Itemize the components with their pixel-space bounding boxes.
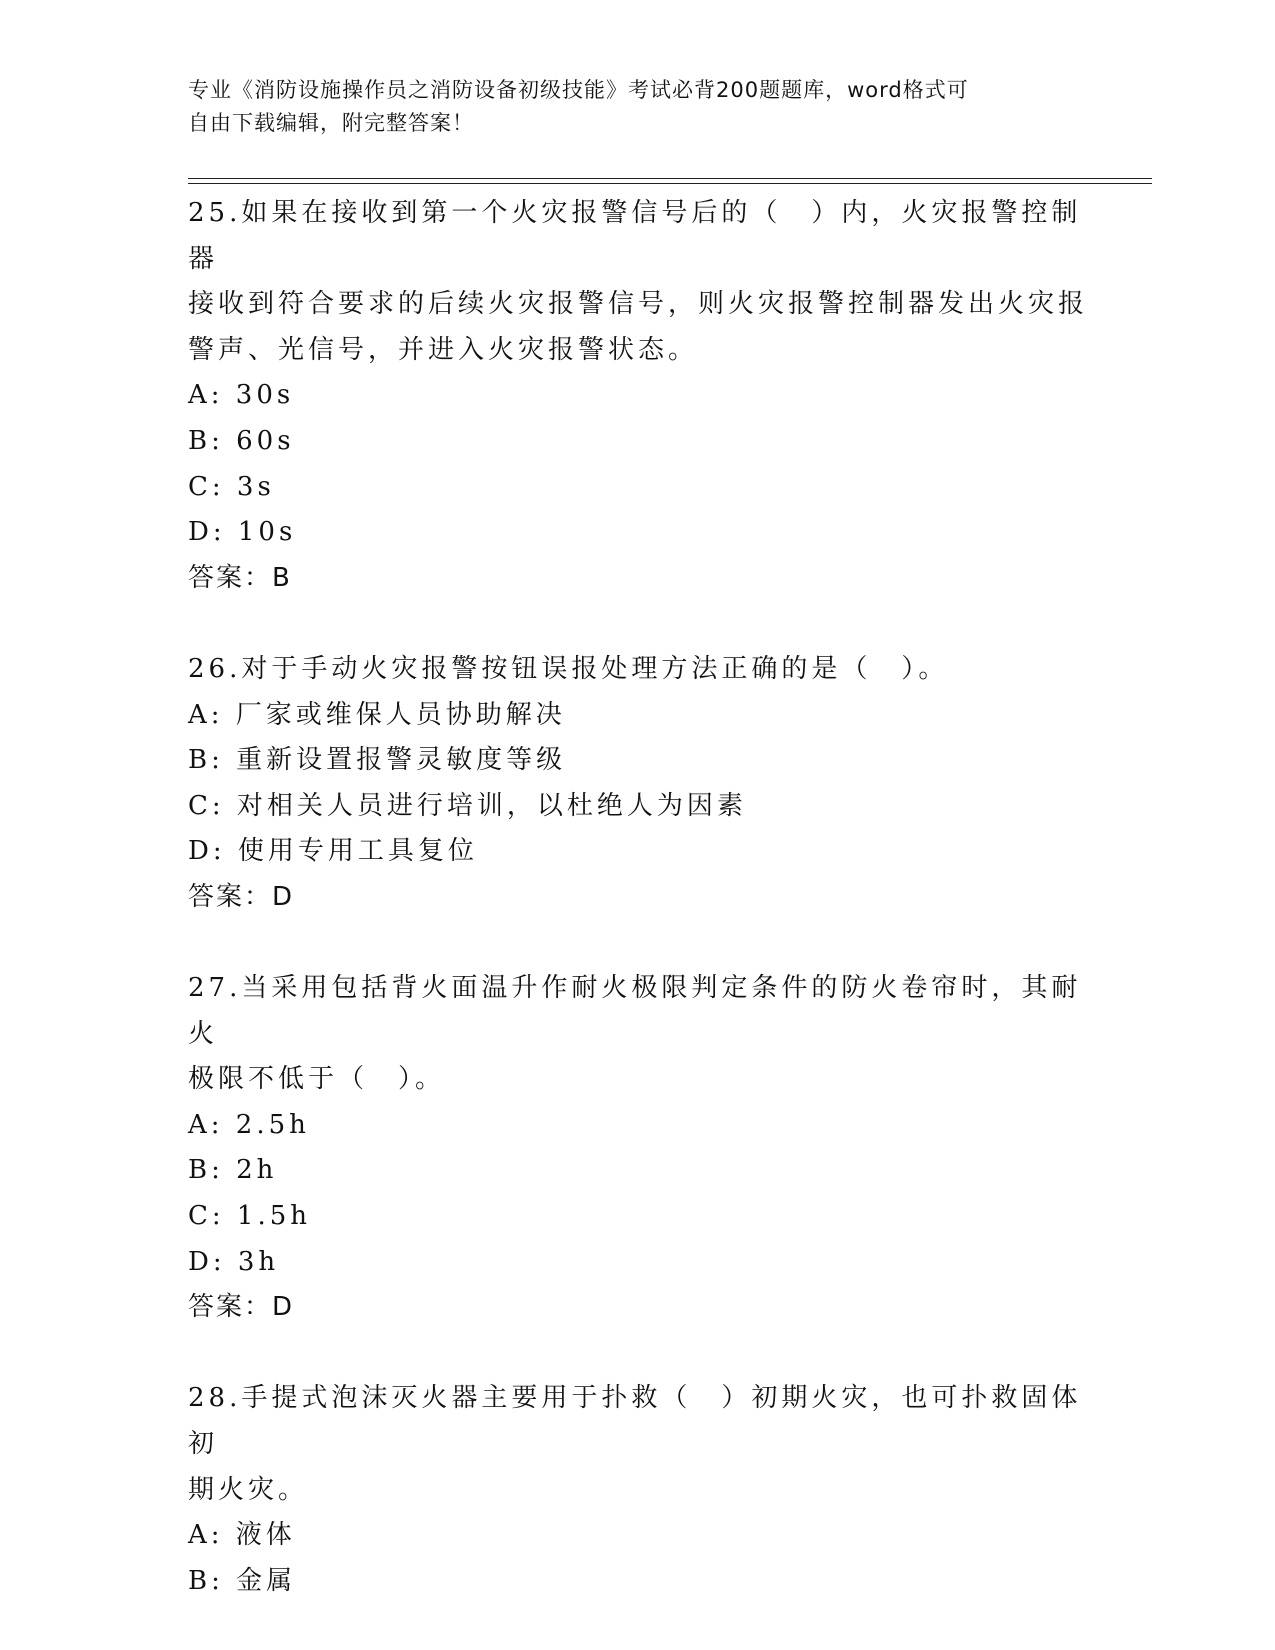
answer-label: 答案：B xyxy=(188,562,292,593)
question-list xyxy=(188,191,1088,1604)
question-spacer xyxy=(188,1331,1088,1377)
option-c: C: 对相关人员进行培训，以杜绝人为因素 xyxy=(188,790,747,821)
header-line-1: 专业《消防设施操作员之消防设备初级技能》考试必背200题题库，word格式可 xyxy=(188,78,969,102)
question-text-line: 警声、光信号，并进入火灾报警状态。 xyxy=(188,334,699,365)
option-a: A: 厂家或维保人员协助解决 xyxy=(188,699,566,730)
question-text-line: 27.当采用包括背火面温升作耐火极限判定条件的防火卷帘时，其耐火 xyxy=(188,973,1082,1049)
option-c: C: 3s xyxy=(188,471,275,502)
question-text-line: 极限不低于（ ）。 xyxy=(188,1064,446,1095)
question-25 xyxy=(188,191,1088,601)
question-spacer xyxy=(188,601,1088,647)
question-27 xyxy=(188,966,1088,1331)
question-28 xyxy=(188,1376,1088,1604)
question-26 xyxy=(188,647,1088,921)
header-divider-bottom xyxy=(188,183,1152,184)
question-text-line: 28.手提式泡沫灭火器主要用于扑救（ ）初期火灾，也可扑救固体初 xyxy=(188,1383,1082,1460)
answer-label: 答案：D xyxy=(188,1292,295,1323)
question-text-line: 期火灾。 xyxy=(188,1474,309,1505)
option-a: A: 2.5h xyxy=(188,1109,310,1140)
option-d: D: 10s xyxy=(188,517,297,548)
question-text-line: 接收到符合要求的后续火灾报警信号，则火灾报警控制器发出火灾报 xyxy=(188,289,1089,320)
option-b: B: 金属 xyxy=(188,1565,297,1596)
header-line-2: 自由下载编辑，附完整答案！ xyxy=(188,111,474,135)
option-a: A: 液体 xyxy=(188,1520,296,1551)
option-a: A: 30s xyxy=(188,380,295,411)
option-b: B: 2h xyxy=(188,1155,278,1186)
option-d: D: 3h xyxy=(188,1246,280,1277)
question-text-line: 26.对于手动火灾报警按钮误报处理方法正确的是（ ）。 xyxy=(188,653,949,684)
option-b: B: 重新设置报警灵敏度等级 xyxy=(188,745,567,776)
document-header xyxy=(188,74,1068,140)
option-b: B: 60s xyxy=(188,425,295,456)
option-c: C: 1.5h xyxy=(188,1201,312,1232)
header-divider-top xyxy=(188,178,1152,179)
question-text-line: 25.如果在接收到第一个火灾报警信号后的（ ）内，火灾报警控制器 xyxy=(188,198,1082,274)
question-spacer xyxy=(188,921,1088,967)
option-d: D: 使用专用工具复位 xyxy=(188,836,478,867)
answer-label: 答案：D xyxy=(188,881,295,912)
